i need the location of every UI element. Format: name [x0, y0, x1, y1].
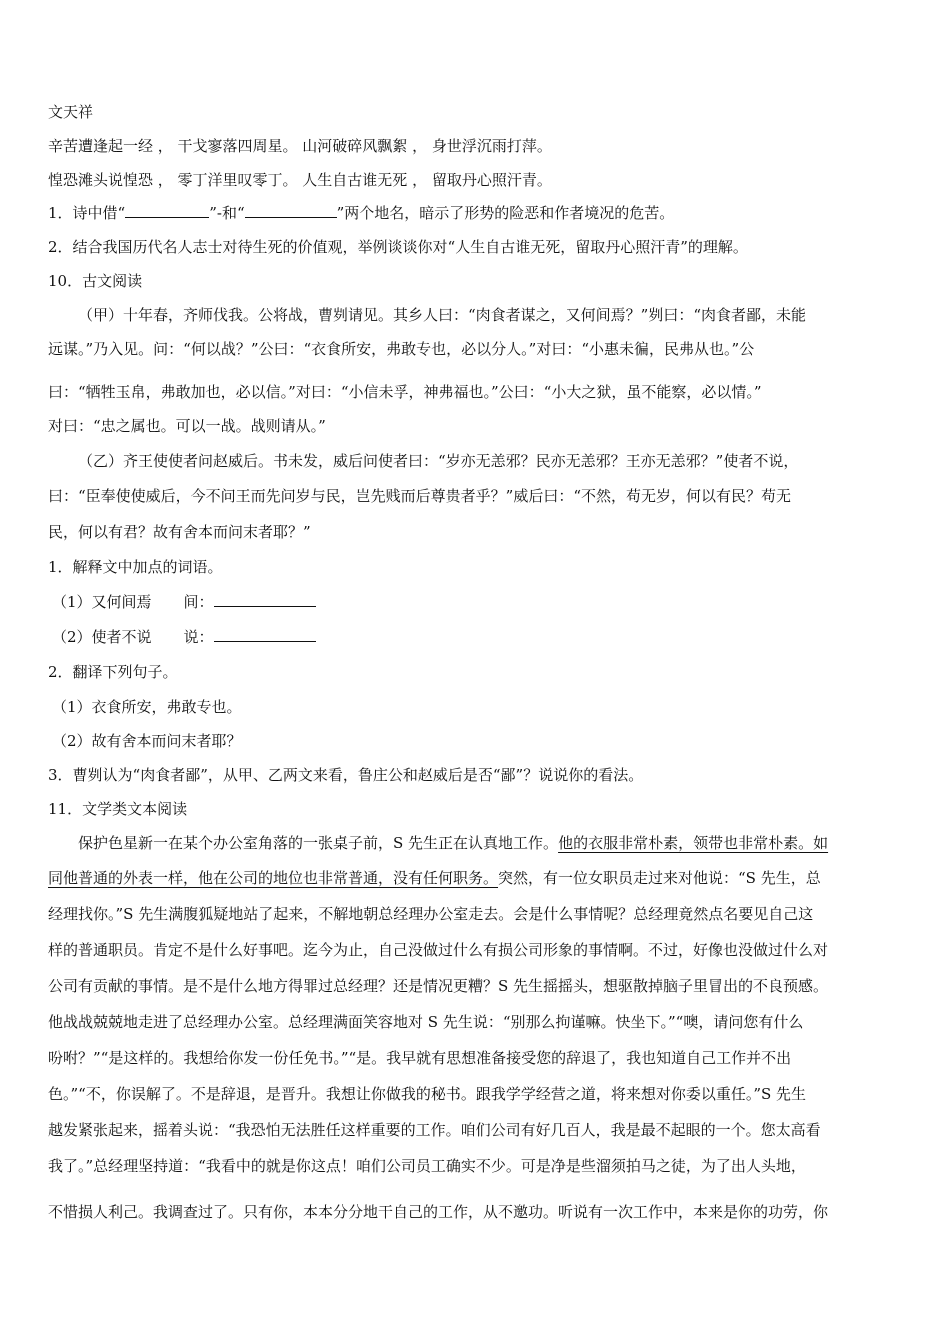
story-line: 不惜损人利己。我调查过了。只有你，本本分分地干自己的工作，从不邀功。听说有一次工作中，本来是你的功劳，你	[48, 1203, 829, 1221]
story-line: 我了。”总经理坚持道：“我看中的就是你这点！咱们公司员工确实不少。可是净是些溜须拍马之徒，为了出人头地，	[48, 1157, 806, 1175]
section-heading-10: 10．古文阅读	[48, 272, 143, 290]
answer-blank[interactable]	[214, 592, 316, 607]
question-10-2-2: （2）故有舍本而问末者耶？	[52, 732, 242, 750]
answer-blank[interactable]	[125, 203, 209, 218]
story-line: 色。”“不，你误解了。不是辞退，是晋升。我想让你做我的秘书。跟我学学经营之道，将来想对你委以重任。”S 先生	[48, 1085, 807, 1103]
passage-jia-line: 对曰：“忠之属也。可以一战。战则请从。”	[48, 417, 326, 435]
q10-1-1-word: 间：	[183, 593, 214, 611]
passage-yi-line: 民，何以有君？故有舍本而问末者耶？”	[48, 523, 311, 541]
passage-yi-line: 曰：“臣奉使使威后，今不问王而先问岁与民，岂先贱而后尊贵者乎？”威后曰：“不然，苟无岁，何以有民？苟无	[48, 487, 792, 505]
section-heading-11: 11．文学类文本阅读	[48, 800, 188, 818]
q10-1-2-text: （2）使者不说	[52, 628, 152, 646]
poem-line-1: 辛苦遭逢起一经 ， 干戈寥落四周星。 山河破碎风飘絮 ， 身世浮沉雨打萍。	[48, 137, 552, 155]
passage-jia-line: 远谋。”乃入见。问：“何以战？”公曰：“衣食所安，弗敢专也，必以分人。”对曰：“小惠未徧，民弗从也。”公	[48, 340, 755, 358]
passage-yi-line: （乙）齐王使使者问赵威后。书未发，威后问使者曰：“岁亦无恙邪？民亦无恙邪？王亦无恙邪？”使者不说，	[78, 452, 799, 470]
question-10-1-1	[52, 592, 914, 612]
underlined-sentence: 他的衣服非常朴素，领带也非常朴素。如	[558, 834, 829, 852]
story-line: 公司有贡献的事情。是不是什么地方得罪过总经理？还是情况更糟？S 先生摇摇头，想驱散掉脑子里冒出的不良预感。	[48, 977, 829, 995]
underlined-sentence: 同他普通的外表一样，他在公司的地位也非常普通，没有任何职务。	[48, 869, 499, 887]
poem-line-2: 惶恐滩头说惶恐 ， 零丁洋里叹零丁。 人生自古谁无死 ， 留取丹心照汗青。	[48, 171, 552, 189]
q10-1-1-text: （1）又何间焉	[52, 593, 152, 611]
question-9-2: 2．结合我国历代名人志士对待生死的价值观，举例谈谈你对“人生自古谁无死，留取丹心照汗青”的理解。	[48, 238, 748, 256]
story-line: 越发紧张起来，摇着头说：“我恐怕无法胜任这样重要的工作。咱们公司有好几百人，我是最不起眼的一个。您太高看	[48, 1121, 821, 1139]
answer-blank[interactable]	[214, 627, 316, 642]
story-line: 他战战兢兢地走进了总经理办公室。总经理满面笑容地对 S 先生说：“别那么拘谨嘛。快坐下。”“噢，请问您有什么	[48, 1013, 804, 1031]
question-10-1: 1．解释文中加点的词语。	[48, 558, 223, 576]
story-line: 吩咐？”“是这样的。我想给你发一份任免书。”“是。我早就有思想准备接受您的辞退了，我也知道自己工作并不出	[48, 1049, 792, 1067]
question-9-1	[48, 203, 910, 223]
q10-1-2-word: 说：	[183, 628, 214, 646]
story-line	[48, 833, 910, 853]
q9-1-text-c: ”两个地名，暗示了形势的险恶和作者境况的危苦。	[336, 204, 675, 222]
story-line: 经理找你。”S 先生满腹狐疑地站了起来，不解地朝总经理办公室走去。会是什么事情呢？总经理竟然点名要见自己这	[48, 905, 814, 923]
story-line	[48, 868, 910, 888]
story-text: 突然，有一位女职员走过来对他说：“S 先生，总	[498, 869, 821, 887]
answer-blank[interactable]	[245, 203, 337, 218]
poem-author: 文天祥	[48, 103, 94, 121]
story-line: 样的普通职员。肯定不是什么好事吧。迄今为止，自己没做过什么有损公司形象的事情啊。不过，好像也没做过什么对	[48, 941, 829, 959]
q9-1-text-a: 1．诗中借“	[48, 204, 126, 222]
question-10-2-1: （1）衣食所安，弗敢专也。	[52, 698, 242, 716]
passage-jia-line: （甲）十年春，齐师伐我。公将战，曹刿请见。其乡人曰：“肉食者谋之，又何间焉？”刿曰：“肉食者鄙，未能	[78, 306, 807, 324]
question-10-3: 3．曹刿认为“肉食者鄙”，从甲、乙两文来看，鲁庄公和赵威后是否“鄙”？说说你的看法。	[48, 766, 644, 784]
question-10-1-2	[52, 627, 914, 647]
story-text: 保护色星新一在某个办公室角落的一张桌子前，S 先生正在认真地工作。	[78, 834, 559, 852]
question-10-2: 2．翻译下列句子。	[48, 663, 178, 681]
passage-jia-line: 曰：“牺牲玉帛，弗敢加也，必以信。”对曰：“小信未孚，神弗福也。”公曰：“小大之狱，虽不能察，必以情。”	[48, 383, 762, 401]
q9-1-text-b: ”-和“	[209, 204, 245, 222]
